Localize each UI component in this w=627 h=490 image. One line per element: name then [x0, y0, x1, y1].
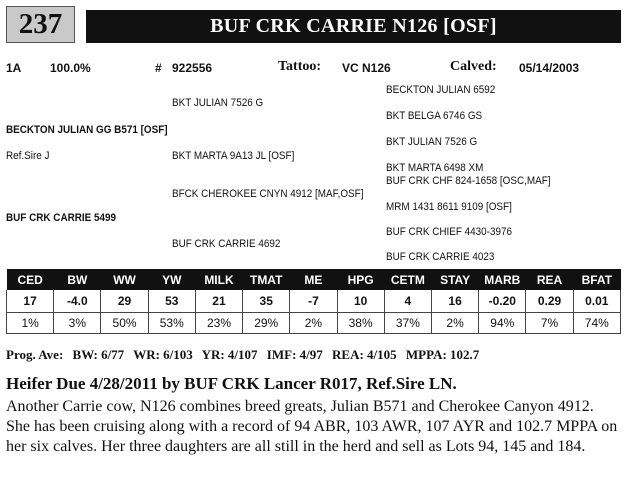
gp-8: BUF CRK CARRIE 4023 — [386, 251, 495, 263]
epd-header: MARB — [479, 269, 526, 290]
dam-dam: BUF CRK CARRIE 4692 — [172, 238, 281, 250]
epd-value: 29 — [101, 290, 148, 313]
epd-table — [6, 269, 621, 334]
epd-header: STAY — [431, 269, 478, 290]
progeny-rea: REA: 4/105 — [332, 347, 397, 362]
epd-header: BW — [54, 269, 101, 290]
lot-number: 237 — [6, 6, 75, 43]
gp-1: BECKTON JULIAN 6592 — [386, 84, 496, 96]
sire: BECKTON JULIAN GG B571 [OSF] — [6, 124, 168, 136]
gp-3: BKT JULIAN 7526 G — [386, 136, 478, 148]
epd-value: -0.20 — [479, 290, 526, 313]
epd-header: YW — [148, 269, 195, 290]
percent: 100.0% — [50, 61, 91, 75]
progeny-wr: WR: 6/103 — [133, 347, 193, 362]
epd-percentile: 23% — [195, 313, 242, 334]
epd-value: 17 — [7, 290, 54, 313]
epd-value: 0.29 — [526, 290, 573, 313]
epd-header: WW — [101, 269, 148, 290]
progeny-averages — [6, 347, 485, 363]
epd-value: 4 — [384, 290, 431, 313]
epd-header: BFAT — [573, 269, 620, 290]
epd-header: CETM — [384, 269, 431, 290]
epd-header: ME — [290, 269, 337, 290]
animal-name: BUF CRK CARRIE N126 [OSF] — [86, 10, 621, 43]
epd-value: -7 — [290, 290, 337, 313]
tattoo: VC N126 — [342, 61, 391, 75]
epd-header: REA — [526, 269, 573, 290]
gp-7: BUF CRK CHIEF 4430-3976 — [386, 226, 512, 238]
epd-percentile-row — [7, 313, 621, 334]
epd-percentile: 74% — [573, 313, 620, 334]
epd-header: MILK — [195, 269, 242, 290]
epd-percentile: 2% — [290, 313, 337, 334]
epd-header: TMAT — [243, 269, 290, 290]
sire-sire: BKT JULIAN 7526 G — [172, 97, 264, 109]
sire-dam: BKT MARTA 9A13 JL [OSF] — [172, 150, 295, 162]
ref-sire: Ref.Sire J — [6, 150, 50, 162]
epd-header-row — [7, 269, 621, 290]
tattoo-label: Tattoo: — [278, 59, 322, 74]
gp-6: MRM 1431 8611 9109 [OSF] — [386, 201, 512, 213]
heifer-due: Heifer Due 4/28/2011 by BUF CRK Lancer R017, Ref.Sire LN. — [6, 374, 457, 393]
epd-percentile: 53% — [148, 313, 195, 334]
epd-value-row — [7, 290, 621, 313]
gp-5: BUF CRK CHF 824-1658 [OSC,MAF] — [386, 175, 551, 187]
progeny-bw: BW: 6/77 — [72, 347, 125, 362]
dam: BUF CRK CARRIE 5499 — [6, 212, 117, 224]
epd-percentile: 2% — [431, 313, 478, 334]
epd-value: 35 — [243, 290, 290, 313]
progeny-yr: YR: 4/107 — [201, 347, 258, 362]
epd-value: 53 — [148, 290, 195, 313]
epd-percentile: 37% — [384, 313, 431, 334]
reg-number: 922556 — [172, 61, 213, 75]
dam-sire: BFCK CHEROKEE CNYN 4912 [MAF,OSF] — [172, 188, 364, 200]
progeny-imf: IMF: 4/97 — [266, 347, 323, 362]
reg-label: # — [155, 61, 162, 75]
epd-percentile: 1% — [7, 313, 54, 334]
progeny-mppa: MPPA: 102.7 — [405, 347, 480, 362]
epd-percentile: 7% — [526, 313, 573, 334]
epd-percentile: 3% — [54, 313, 101, 334]
progeny-label: Prog. Ave: — [6, 347, 64, 362]
lot-comment: Another Carrie cow, N126 combines breed greats, Julian B571 and Cherokee Canyon 4912. She has been cruising along with a record of 94 ABR, 103 AWR, 107 AYR and 102.7 MPPA on her six calves. Her three daughters are all still in the herd and sell as Lots 94, 145 and 184. — [6, 398, 618, 455]
calved-date: 05/14/2003 — [519, 61, 580, 75]
epd-header: CED — [7, 269, 54, 290]
epd-value: -4.0 — [54, 290, 101, 313]
class-code: 1A — [6, 61, 22, 75]
gp-4: BKT MARTA 6498 XM — [386, 162, 484, 174]
gp-2: BKT BELGA 6746 GS — [386, 110, 483, 122]
epd-header: HPG — [337, 269, 384, 290]
epd-value: 10 — [337, 290, 384, 313]
calved-label: Calved: — [450, 59, 497, 74]
epd-value: 0.01 — [573, 290, 620, 313]
epd-percentile: 50% — [101, 313, 148, 334]
epd-percentile: 38% — [337, 313, 384, 334]
epd-percentile: 94% — [479, 313, 526, 334]
epd-value: 21 — [195, 290, 242, 313]
epd-value: 16 — [431, 290, 478, 313]
epd-percentile: 29% — [243, 313, 290, 334]
